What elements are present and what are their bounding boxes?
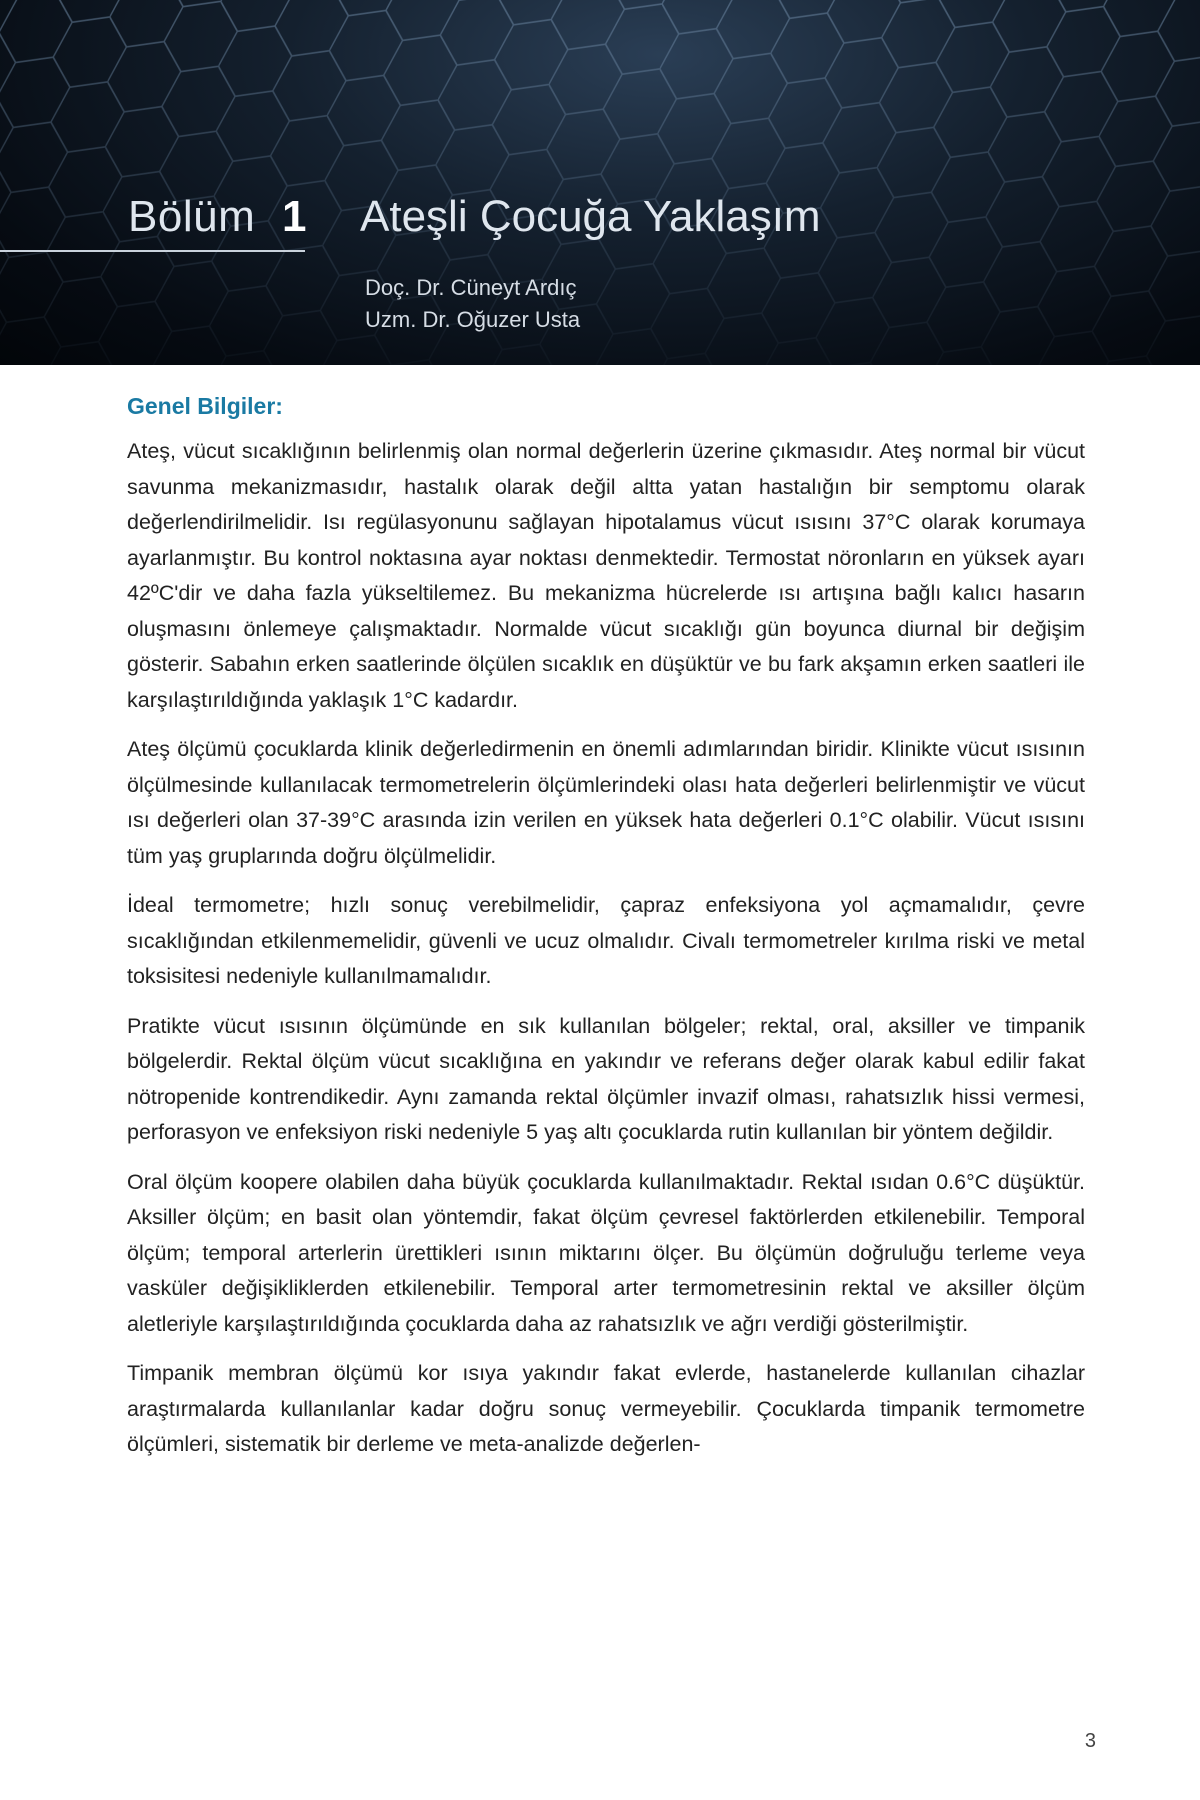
body-paragraph: Oral ölçüm koopere olabilen daha büyük çocuklarda kullanılmaktadır. Rektal ısıdan 0.6°C düşüktür. Aksiller ölçüm; en basit olan yöntemdir, fakat ölçüm çevresel faktörlerden etkilenebilir. Temporal ölçüm; temporal arterlerin ürettikleri ısının miktarını ölçer. Bu ölçümün doğruluğu terleme veya vasküler değişikliklerden etkilenebilir. Temporal arter termometresinin rektal ve aksiller ölçüm aletleriyle karşılaştırıldığında çocuklarda daha az rahatsızlık ve ağrı verdiği gösterilmiştir.: [127, 1169, 1085, 1336]
body-paragraph: Timpanik membran ölçümü kor ısıya yakındır fakat evlerde, hastanelerde kullanılan cihazlar araştırmalarda kullanılanlar kadar doğru sonuç vermeyebilir. Çocuklarda timpanik termometre ölçümleri, sistematik bir derleme ve meta-analizde değerlen-: [127, 1361, 1085, 1456]
author-name: Uzm. Dr. Oğuzer Usta: [365, 307, 581, 332]
body-paragraph: Ateş, vücut sıcaklığının belirlenmiş olan normal değerlerin üzerine çıkmasıdır. Ateş normal bir vücut savunma mekanizmasıdır, hastalık olarak değil altta yatan hastalığın bir semptomu olarak değerlendirilmelidir. Isı regülasyonunu sağlayan hipotalamus vücut ısısını 37°C olarak korumaya ayarlanmıştır. Bu kontrol noktasına ayar noktası denmektedir. Termostat nöronların en yüksek ayarı 42ºC'dir ve daha fazla yükseltilemez. Bu mekanizma hücrelerde ısı artışına bağlı kalıcı hasarın oluşmasını önlemeye çalışmaktadır. Normalde vücut sıcaklığı gün boyunca diurnal bir değişim gösterir. Sabahın erken saatlerinde ölçülen sıcaklık en düşüktür ve bu fark akşamın erken saatleri ile karşılaştırıldığında yaklaşık 1°C kadardır.: [127, 439, 1085, 712]
chapter-body: [127, 393, 1085, 1477]
body-paragraph: Ateş ölçümü çocuklarda klinik değerledirmenin en önemli adımlarından biridir. Klinikte vücut ısısının ölçülmesinde kullanılacak termometrelerin ölçümlerindeki olası hata değerleri belirlenmiştir ve vücut ısı değerleri olan 37-39°C arasında izin verilen en yüksek hata değerleri 0.1°C olabilir. Vücut ısısını tüm yaş gruplarında doğru ölçülmelidir.: [127, 737, 1085, 868]
body-paragraph: İdeal termometre; hızlı sonuç verebilmelidir, çapraz enfeksiyona yol açmamalıdır, çevre sıcaklığından etkilenmemelidir, güvenli ve ucuz olmalıdır. Civalı termometreler kırılma riski ve metal toksisitesi nedeniyle kullanılmamalıdır.: [127, 893, 1085, 988]
body-paragraph: Pratikte vücut ısısının ölçümünde en sık kullanılan bölgeler; rektal, oral, aksiller ve timpanik bölgelerdir. Rektal ölçüm vücut sıcaklığına en yakındır ve referans değer olarak kabul edilir fakat nötropenide kontrendikedir. Aynı zamanda rektal ölçümler invazif olması, rahatsızlık hissi vermesi, perforasyon ve enfeksiyon riski nedeniyle 5 yaş altı çocuklarda rutin kullanılan bir yöntem değildir.: [127, 1013, 1085, 1144]
chapter-number: 1: [282, 192, 307, 241]
hexagon-mesh-background: [0, 0, 1200, 365]
chapter-divider: [0, 250, 305, 252]
author-list: [365, 272, 580, 336]
chapter-title: Ateşli Çocuğa Yaklaşım: [360, 192, 821, 241]
section-heading: Genel Bilgiler:: [127, 393, 283, 419]
author-name: Doç. Dr. Cüneyt Ardıç: [365, 275, 577, 300]
page-number: 3: [1084, 1730, 1096, 1752]
chapter-label: Bölüm: [128, 192, 256, 241]
chapter-header-banner: [0, 0, 1200, 365]
